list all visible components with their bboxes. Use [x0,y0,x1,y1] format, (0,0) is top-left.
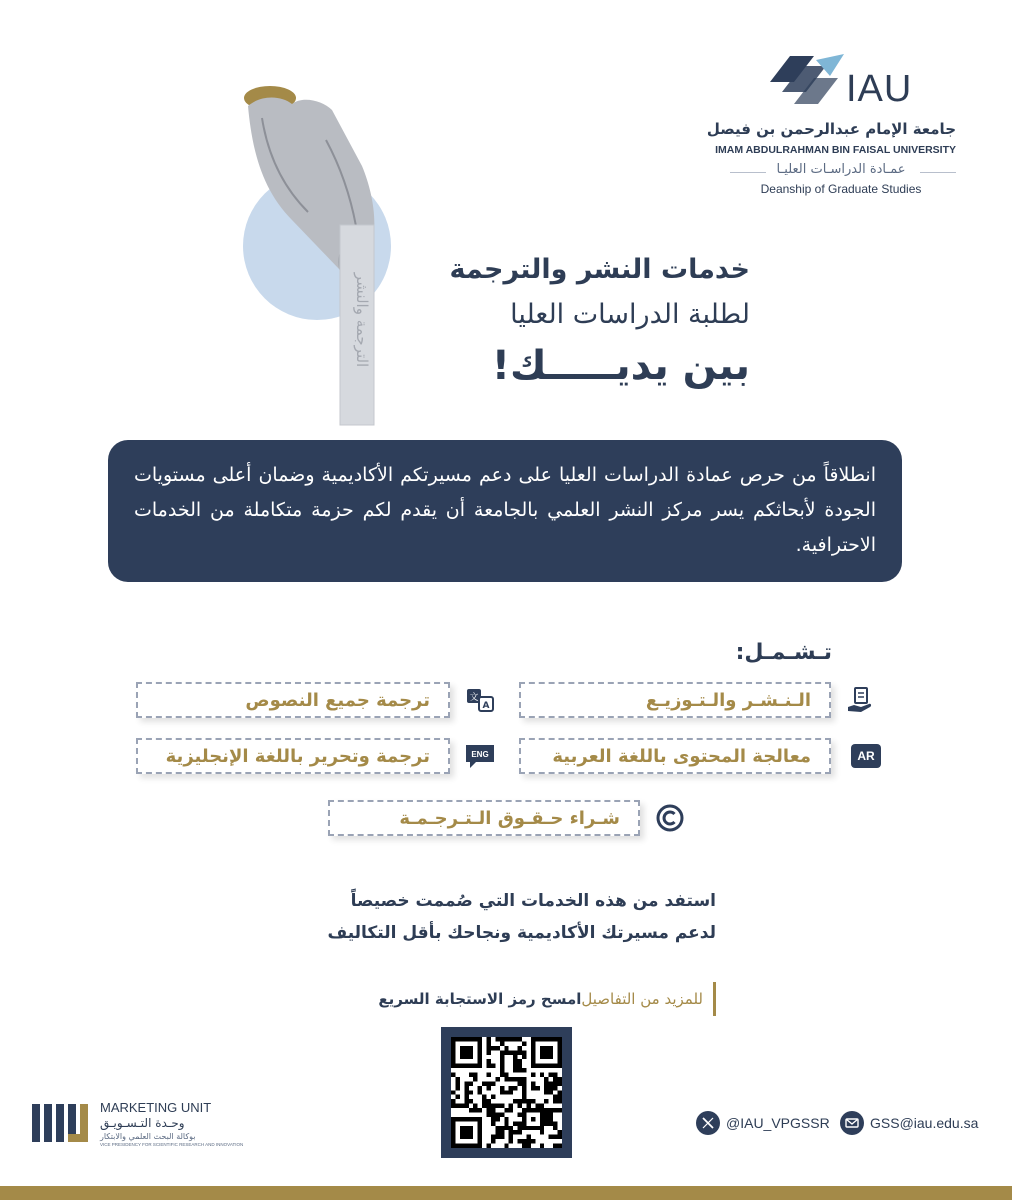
hero-tag-text: الترجمة والنشر [353,272,371,368]
eng-chat-text: ENG [471,750,489,759]
eng-chat-icon [462,738,498,774]
email-address[interactable]: GSS@iau.edu.sa [870,1115,979,1131]
svg-text:文: 文 [469,693,479,703]
closing-line-1: استفد من هذه الخدمات التي صُممت خصيصاً [350,891,716,911]
includes-title: تـشـمـل: [735,640,832,665]
contact-x[interactable] [696,1110,830,1136]
service-publishing [519,682,831,718]
contact-email[interactable] [840,1110,978,1136]
qr-code-icon[interactable] [451,1037,562,1148]
marketing-unit-logo [30,1098,250,1148]
service-label: الـنـشـر والـتـوزيـع [645,689,811,711]
hand-holding-tag-icon [222,70,422,430]
service-english-editing [136,738,450,774]
iau-logo-mark-icon [768,52,848,114]
headline [450,248,750,394]
service-label: شـراء حـقـوق الـتـرجـمـة [399,807,620,829]
more-info-lead: للمزيد من التفاصيل [581,990,703,1008]
logo-english-dept: Deanship of Graduate Studies [760,182,922,196]
ar-badge-icon [848,738,884,774]
marketing-unit-ar: وحـدة التـسـويـق [100,1116,185,1130]
more-info-action: امسح رمز الاستجابة السريع [378,990,582,1008]
publish-hand-icon [842,682,878,718]
x-handle[interactable]: @IAU_VPGSSR [726,1115,830,1131]
service-arabic-content [519,738,831,774]
logo-latin-text: IAU [846,68,913,110]
logo-arabic-dept: عمـادة الدراسـات العليـا [776,162,906,177]
copyright-icon [652,800,688,836]
headline-line-1: خدمات النشر والترجمة [449,254,750,285]
marketing-unit-en-sub: VICE PRESIDENCY FOR SCIENTIFIC RESEARCH AND INNOVATION [100,1142,244,1147]
service-label: معالجة المحتوى باللغة العربية [552,745,811,767]
closing-line-2: لدعم مسيرتك الأكاديمية ونجاحك بأقل التكاليف [327,923,716,943]
ar-badge-text: AR [857,749,875,763]
x-logo-icon [696,1111,720,1135]
service-label: ترجمة وتحرير باللغة الإنجليزية [165,745,430,767]
hero-illustration [222,70,422,430]
closing-text [327,885,716,949]
logo-arabic-name: جامعة الإمام عبدالرحمن بن فيصل [706,120,956,138]
svg-text:A: A [482,701,490,711]
service-label: ترجمة جميع النصوص [245,689,430,711]
headline-line-3: بين يديـــــك! [491,343,750,389]
marketing-unit-en: MARKETING UNIT [100,1100,212,1115]
more-info [378,982,716,1016]
service-translate-texts [136,682,450,718]
qr-code[interactable] [441,1027,572,1158]
email-icon [840,1111,864,1135]
marketing-unit-mark-icon [30,1100,92,1146]
intro-text: انطلاقاً من حرص عمادة الدراسات العليا على دعم مسيرتكم الأكاديمية وضمان أعلى مستويات الجودة لأبحاثكم يسر مركز النشر العلمي بالجامعة أن يقدم لكم حزمة متكاملة من الخدمات الاحترافية. [134,464,876,556]
university-logo [706,52,966,202]
logo-english-name: IMAM ABDULRAHMAN BIN FAISAL UNIVERSITY [715,144,956,156]
marketing-unit-ar-sub: بوكالة البحث العلمي والابتكار [100,1132,196,1141]
headline-line-2: لطلبة الدراسات العليا [510,299,750,330]
bottom-gold-bar [0,1186,1012,1200]
translate-icon [462,682,498,718]
service-translation-rights [328,800,640,836]
intro-box [108,440,902,582]
